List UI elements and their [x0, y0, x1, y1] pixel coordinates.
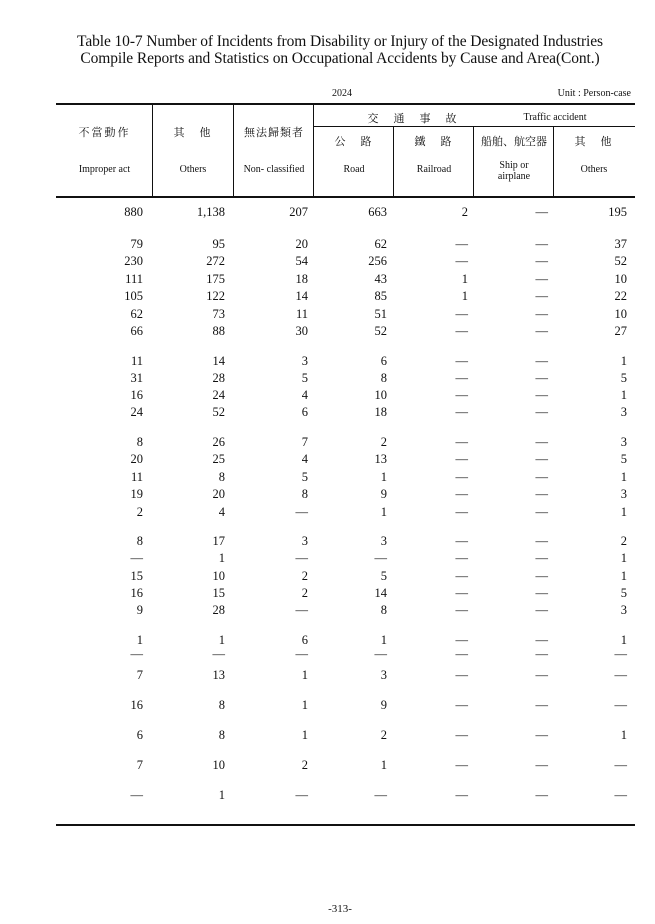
table-cell: 3	[620, 487, 627, 501]
table-cell: 1	[380, 633, 387, 647]
table-row	[56, 757, 635, 774]
table-cell: —	[535, 254, 548, 268]
table-row	[56, 204, 635, 221]
table-cell: 11	[295, 307, 308, 321]
table-row	[56, 469, 635, 486]
table-cell: 52	[614, 254, 627, 268]
table-cell: —	[535, 205, 548, 219]
table-cell: —	[535, 307, 548, 321]
table-cell: —	[455, 728, 468, 742]
table-cell: 2	[461, 205, 468, 219]
column-header-en: Others	[580, 164, 608, 175]
table-cell: —	[455, 668, 468, 682]
table-cell: 6	[301, 633, 308, 647]
table-row	[56, 533, 635, 550]
table-cell: 3	[380, 534, 387, 548]
table-cell: —	[535, 272, 548, 286]
table-cell: —	[455, 758, 468, 772]
table-row	[56, 667, 635, 684]
table-row	[56, 253, 635, 270]
column-header-en: Others	[179, 164, 207, 175]
table-cell: 2	[620, 534, 627, 548]
table-cell: 22	[614, 289, 627, 303]
table-cell: —	[374, 788, 387, 802]
table-cell: —	[455, 405, 468, 419]
table-row	[56, 727, 635, 744]
table-cell: —	[535, 586, 548, 600]
table-cell: —	[535, 505, 548, 519]
table-cell: —	[535, 758, 548, 772]
table-cell: 30	[295, 324, 308, 338]
table-cell: —	[614, 698, 627, 712]
table-cell: —	[535, 452, 548, 466]
table-cell: —	[295, 647, 308, 661]
table-cell: —	[535, 698, 548, 712]
table-cell: 73	[212, 307, 225, 321]
column-header-en: Non- classified	[243, 164, 305, 175]
column-header-zh: 鐵 路	[414, 135, 454, 148]
table-cell: 62	[130, 307, 143, 321]
table-cell: 8	[136, 435, 143, 449]
table-cell: 1	[620, 470, 627, 484]
table-cell: —	[535, 388, 548, 402]
table-cell: 207	[289, 205, 308, 219]
table-row	[56, 370, 635, 387]
table-cell: —	[455, 354, 468, 368]
table-cell: 8	[218, 728, 225, 742]
table-cell: 1	[461, 272, 468, 286]
table-cell: 1	[380, 470, 387, 484]
table-cell: 2	[380, 728, 387, 742]
table-cell: —	[130, 788, 143, 802]
table-cell: 5	[620, 452, 627, 466]
header-bottom-rule	[56, 196, 635, 198]
table-cell: 2	[301, 569, 308, 583]
table-row	[56, 323, 635, 340]
table-cell: 1	[301, 728, 308, 742]
table-cell: 3	[620, 603, 627, 617]
table-cell: 52	[374, 324, 387, 338]
table-row	[56, 646, 635, 663]
table-cell: 8	[301, 487, 308, 501]
table-cell: 5	[620, 586, 627, 600]
table-cell: 7	[136, 668, 143, 682]
table-cell: 3	[301, 354, 308, 368]
table-cell: —	[455, 569, 468, 583]
table-cell: —	[212, 647, 225, 661]
table-cell: 175	[206, 272, 225, 286]
table-cell: 4	[301, 452, 308, 466]
table-cell: 20	[212, 487, 225, 501]
table-cell: —	[455, 307, 468, 321]
year-label: 2024	[332, 88, 352, 99]
table-cell: 20	[295, 237, 308, 251]
table-cell: 1	[218, 633, 225, 647]
table-cell: 4	[218, 505, 225, 519]
table-row	[56, 550, 635, 567]
table-cell: 54	[295, 254, 308, 268]
table-cell: —	[535, 569, 548, 583]
table-cell: 43	[374, 272, 387, 286]
table-cell: —	[455, 698, 468, 712]
column-divider	[152, 104, 153, 197]
table-cell: 1	[620, 388, 627, 402]
table-cell: 37	[614, 237, 627, 251]
table-cell: 7	[136, 758, 143, 772]
table-cell: —	[535, 371, 548, 385]
table-row	[56, 387, 635, 404]
table-cell: 8	[218, 698, 225, 712]
table-cell: 1	[218, 788, 225, 802]
table-cell: —	[614, 788, 627, 802]
table-cell: —	[455, 505, 468, 519]
table-row	[56, 451, 635, 468]
table-cell: 2	[301, 758, 308, 772]
table-cell: 2	[136, 505, 143, 519]
table-cell: 272	[206, 254, 225, 268]
table-cell: 7	[301, 435, 308, 449]
table-cell: 122	[206, 289, 225, 303]
table-cell: 16	[130, 586, 143, 600]
column-header-en: Railroad	[416, 164, 452, 175]
table-row	[56, 504, 635, 521]
table-cell: 26	[212, 435, 225, 449]
table-cell: 195	[608, 205, 627, 219]
table-cell: 5	[620, 371, 627, 385]
table-cell: —	[535, 788, 548, 802]
column-header-zh: 其 他	[173, 126, 213, 139]
table-cell: —	[614, 668, 627, 682]
table-cell: 6	[301, 405, 308, 419]
table-cell: 27	[614, 324, 627, 338]
table-cell: —	[455, 435, 468, 449]
table-row	[56, 486, 635, 503]
table-title-line-1: Table 10-7 Number of Incidents from Disability or Injury of the Designated Industries	[77, 33, 603, 50]
table-cell: 24	[212, 388, 225, 402]
table-cell: 62	[374, 237, 387, 251]
table-cell: —	[535, 487, 548, 501]
table-cell: —	[535, 551, 548, 565]
table-cell: 663	[368, 205, 387, 219]
table-cell: 85	[374, 289, 387, 303]
table-cell: 9	[380, 487, 387, 501]
table-cell: 8	[380, 603, 387, 617]
table-cell: 1	[620, 633, 627, 647]
table-cell: 6	[136, 728, 143, 742]
table-cell: 1	[301, 698, 308, 712]
table-cell: 9	[380, 698, 387, 712]
table-cell: 1	[461, 289, 468, 303]
table-cell: —	[130, 647, 143, 661]
table-cell: 20	[130, 452, 143, 466]
table-cell: —	[455, 603, 468, 617]
table-cell: 13	[212, 668, 225, 682]
table-cell: —	[535, 603, 548, 617]
table-cell: 256	[368, 254, 387, 268]
column-header-zh: 不當動作	[78, 126, 131, 139]
table-cell: —	[455, 388, 468, 402]
table-cell: 2	[380, 435, 387, 449]
table-cell: —	[535, 237, 548, 251]
table-cell: 230	[124, 254, 143, 268]
column-header-en: Ship or airplane	[497, 160, 531, 182]
column-header-en: Improper act	[78, 164, 131, 175]
table-cell: 111	[125, 272, 143, 286]
table-cell: —	[295, 603, 308, 617]
table-cell: 1	[301, 668, 308, 682]
table-cell: 5	[380, 569, 387, 583]
column-header-zh: 無法歸類者	[244, 126, 304, 139]
unit-label: Unit : Person-case	[557, 88, 631, 99]
table-top-rule	[56, 103, 635, 105]
table-cell: —	[535, 647, 548, 661]
table-cell: 28	[212, 603, 225, 617]
column-header-zh: 公 路	[334, 135, 374, 148]
column-header-en: Road	[343, 164, 365, 175]
table-cell: —	[455, 586, 468, 600]
table-cell: —	[455, 470, 468, 484]
table-cell: —	[535, 435, 548, 449]
table-cell: 10	[212, 758, 225, 772]
table-cell: 15	[212, 586, 225, 600]
table-cell: 1	[380, 505, 387, 519]
table-cell: —	[295, 788, 308, 802]
table-cell: 5	[301, 470, 308, 484]
table-cell: 10	[374, 388, 387, 402]
table-cell: 14	[212, 354, 225, 368]
table-cell: 4	[301, 388, 308, 402]
table-row	[56, 568, 635, 585]
table-cell: —	[455, 487, 468, 501]
table-cell: 5	[301, 371, 308, 385]
table-row	[56, 306, 635, 323]
table-cell: 3	[380, 668, 387, 682]
table-cell: 1	[380, 758, 387, 772]
table-cell: 1	[136, 633, 143, 647]
table-cell: 1	[620, 728, 627, 742]
table-cell: 3	[301, 534, 308, 548]
table-cell: 14	[295, 289, 308, 303]
table-cell: —	[535, 633, 548, 647]
table-cell: 16	[130, 388, 143, 402]
table-cell: —	[130, 551, 143, 565]
table-cell: —	[535, 354, 548, 368]
table-cell: —	[455, 324, 468, 338]
table-cell: —	[455, 633, 468, 647]
table-row	[56, 236, 635, 253]
group-header-en: Traffic accident	[523, 112, 587, 123]
column-divider	[233, 104, 234, 197]
table-row	[56, 602, 635, 619]
table-cell: 1	[620, 505, 627, 519]
table-cell: 66	[130, 324, 143, 338]
table-cell: 24	[130, 405, 143, 419]
table-cell: 1	[620, 551, 627, 565]
table-cell: 1,138	[196, 205, 225, 219]
table-cell: 8	[380, 371, 387, 385]
table-cell: —	[535, 405, 548, 419]
table-cell: —	[295, 551, 308, 565]
table-cell: 10	[212, 569, 225, 583]
group-header-rule	[313, 126, 635, 127]
table-cell: 25	[212, 452, 225, 466]
table-cell: —	[535, 470, 548, 484]
table-cell: 14	[374, 586, 387, 600]
table-cell: —	[374, 551, 387, 565]
table-cell: —	[374, 647, 387, 661]
table-cell: 3	[620, 435, 627, 449]
table-cell: 17	[212, 534, 225, 548]
table-cell: —	[455, 788, 468, 802]
table-cell: —	[614, 647, 627, 661]
table-cell: 9	[136, 603, 143, 617]
table-row	[56, 585, 635, 602]
table-cell: 2	[301, 586, 308, 600]
table-cell: 10	[614, 272, 627, 286]
table-cell: 3	[620, 405, 627, 419]
table-row	[56, 353, 635, 370]
table-cell: 51	[374, 307, 387, 321]
table-cell: —	[455, 371, 468, 385]
table-cell: —	[455, 647, 468, 661]
table-cell: 8	[136, 534, 143, 548]
table-cell: 18	[295, 272, 308, 286]
table-cell: —	[295, 505, 308, 519]
table-bottom-rule	[56, 824, 635, 826]
table-cell: 1	[218, 551, 225, 565]
table-row	[56, 288, 635, 305]
table-cell: —	[535, 668, 548, 682]
table-cell: —	[455, 452, 468, 466]
table-cell: —	[535, 728, 548, 742]
table-cell: —	[535, 534, 548, 548]
table-row	[56, 434, 635, 451]
table-cell: 11	[130, 354, 143, 368]
table-cell: 6	[380, 354, 387, 368]
table-cell: 31	[130, 371, 143, 385]
column-header-zh: 船舶、航空器	[481, 135, 547, 148]
table-cell: 28	[212, 371, 225, 385]
table-cell: 1	[620, 354, 627, 368]
table-cell: 15	[130, 569, 143, 583]
table-title-line-2: Compile Reports and Statistics on Occupational Accidents by Cause and Area(Cont.)	[80, 50, 600, 67]
table-cell: 10	[614, 307, 627, 321]
group-header-zh: 交 通 事 故	[367, 112, 459, 125]
table-cell: —	[614, 758, 627, 772]
table-cell: 1	[620, 569, 627, 583]
table-cell: 11	[130, 470, 143, 484]
table-cell: 105	[124, 289, 143, 303]
table-cell: 18	[374, 405, 387, 419]
table-row	[56, 697, 635, 714]
table-row	[56, 271, 635, 288]
table-cell: —	[455, 534, 468, 548]
table-cell: 52	[212, 405, 225, 419]
table-cell: —	[455, 551, 468, 565]
table-cell: —	[455, 254, 468, 268]
table-cell: 880	[124, 205, 143, 219]
table-cell: 19	[130, 487, 143, 501]
table-row	[56, 787, 635, 804]
table-cell: 95	[212, 237, 225, 251]
table-row	[56, 404, 635, 421]
table-cell: 16	[130, 698, 143, 712]
table-cell: 8	[218, 470, 225, 484]
table-cell: —	[455, 237, 468, 251]
table-cell: 13	[374, 452, 387, 466]
page-number: -313-	[328, 903, 352, 915]
column-header-zh: 其 他	[574, 135, 614, 148]
table-cell: —	[535, 289, 548, 303]
table-cell: 79	[130, 237, 143, 251]
table-cell: —	[535, 324, 548, 338]
table-cell: 88	[212, 324, 225, 338]
